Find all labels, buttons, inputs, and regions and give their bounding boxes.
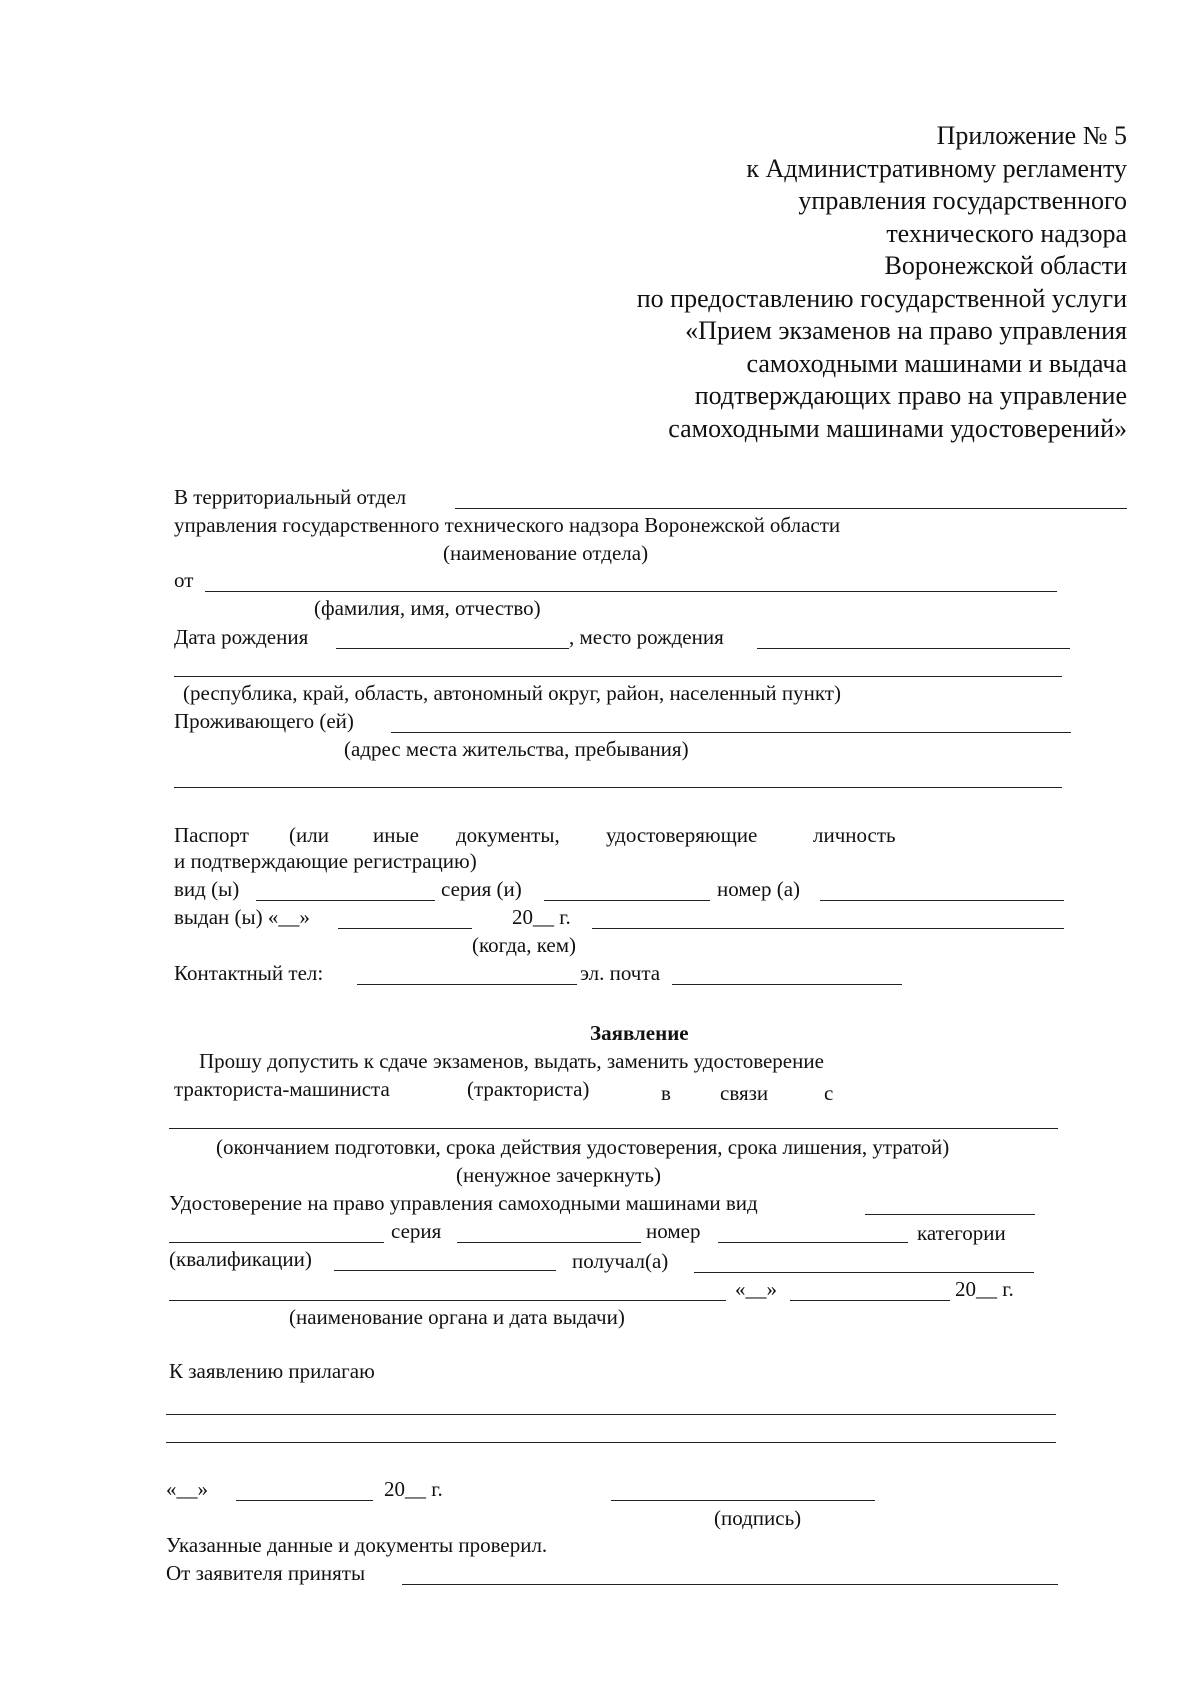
strike-caption: (ненужное зачеркнуть) bbox=[456, 1163, 661, 1187]
footer-month-field[interactable] bbox=[236, 1500, 373, 1501]
header-line: самоходными машинами удостоверений» bbox=[668, 413, 1127, 443]
passport-word: (или bbox=[289, 823, 329, 847]
birth-place-label: , место рождения bbox=[569, 625, 724, 649]
license-series-label: серия bbox=[391, 1219, 442, 1243]
accepted-label: От заявителя приняты bbox=[166, 1561, 366, 1585]
passport-word: личность bbox=[813, 823, 896, 847]
accepted-field[interactable] bbox=[402, 1584, 1058, 1585]
statement-word: в bbox=[661, 1081, 671, 1105]
appendix-header bbox=[637, 120, 1127, 445]
statement-word: с bbox=[824, 1081, 834, 1105]
statement-word: тракториста-машиниста bbox=[174, 1077, 390, 1101]
received-label: получал(а) bbox=[572, 1249, 669, 1273]
header-line: управления государственного bbox=[798, 186, 1127, 215]
email-field[interactable] bbox=[672, 984, 902, 985]
signature-field[interactable] bbox=[611, 1500, 875, 1501]
attachments-field-2[interactable] bbox=[166, 1442, 1056, 1443]
email-label: эл. почта bbox=[580, 961, 661, 985]
issued-label: выдан (ы) «__» bbox=[174, 905, 310, 929]
passport-word: иные bbox=[373, 823, 419, 847]
header-line: Воронежской области bbox=[884, 251, 1127, 280]
fio-caption: (фамилия, имя, отчество) bbox=[314, 596, 541, 620]
issuer-caption: (наименование органа и дата выдачи) bbox=[289, 1305, 625, 1329]
issuer-field[interactable] bbox=[169, 1300, 726, 1301]
reason-caption: (окончанием подготовки, срока действия удостоверения, срока лишения, утратой) bbox=[216, 1135, 950, 1159]
birth-place-field-line2[interactable] bbox=[174, 676, 1062, 677]
fio-field[interactable] bbox=[205, 591, 1057, 592]
when-by-caption: (когда, кем) bbox=[472, 933, 576, 957]
category-label: категории bbox=[917, 1221, 1006, 1245]
address-field[interactable] bbox=[391, 732, 1071, 733]
doc-kind-field[interactable] bbox=[256, 900, 435, 901]
license-label: Удостоверение на право управления самоходными машинами вид bbox=[169, 1191, 758, 1215]
passport-word: Паспорт bbox=[174, 823, 249, 847]
license-number-field[interactable] bbox=[718, 1242, 908, 1243]
phone-label: Контактный тел: bbox=[174, 961, 324, 985]
passport-word: удостоверяющие bbox=[606, 823, 758, 847]
checked-text: Указанные данные и документы проверил. bbox=[166, 1533, 548, 1557]
header-line: к Административному регламенту bbox=[746, 153, 1127, 183]
license-date-quote: «__» bbox=[735, 1277, 777, 1301]
statement-word: связи bbox=[720, 1081, 769, 1105]
license-kind-field[interactable] bbox=[865, 1214, 1035, 1215]
doc-series-field[interactable] bbox=[544, 900, 710, 901]
passport-word: документы, bbox=[456, 823, 560, 847]
birth-date-label: Дата рождения bbox=[174, 625, 309, 649]
footer-date-quote: «__» bbox=[166, 1477, 208, 1501]
statement-title: Заявление bbox=[590, 1021, 689, 1045]
birth-date-field[interactable] bbox=[336, 648, 569, 649]
dept-line2: управления государственного технического надзора Воронежской области bbox=[174, 513, 841, 537]
issued-month-field[interactable] bbox=[338, 928, 472, 929]
phone-field[interactable] bbox=[357, 984, 577, 985]
to-dept-label: В территориальный отдел bbox=[174, 485, 407, 509]
statement-line1: Прошу допустить к сдаче экзаменов, выдать, заменить удостоверение bbox=[199, 1049, 824, 1073]
number-label: номер (а) bbox=[717, 877, 801, 901]
received-field[interactable] bbox=[694, 1272, 1034, 1273]
header-line: «Прием экзаменов на право управления bbox=[685, 316, 1127, 345]
passport-line2: и подтверждающие регистрацию) bbox=[174, 849, 477, 873]
dept-name-field[interactable] bbox=[455, 508, 1127, 509]
birth-place-field[interactable] bbox=[757, 648, 1070, 649]
qualification-field[interactable] bbox=[334, 1270, 556, 1271]
reason-field[interactable] bbox=[169, 1128, 1058, 1129]
region-caption: (республика, край, область, автономный округ, район, населенный пункт) bbox=[183, 681, 841, 705]
header-line: технического надзора bbox=[886, 218, 1127, 248]
footer-year-label: 20__ г. bbox=[384, 1477, 443, 1501]
residing-label: Проживающего (ей) bbox=[174, 709, 354, 733]
header-line: Приложение № 5 bbox=[936, 121, 1127, 150]
statement-word: (тракториста) bbox=[467, 1077, 590, 1101]
signature-caption: (подпись) bbox=[714, 1506, 802, 1530]
license-series-field[interactable] bbox=[457, 1242, 641, 1243]
issued-year-label: 20__ г. bbox=[512, 905, 571, 929]
header-line: самоходными машинами и выдача bbox=[746, 348, 1127, 378]
doc-number-field[interactable] bbox=[820, 900, 1064, 901]
license-year-label: 20__ г. bbox=[955, 1277, 1014, 1301]
license-kind-field-line2[interactable] bbox=[169, 1242, 384, 1243]
attachments-label: К заявлению прилагаю bbox=[169, 1359, 375, 1383]
header-line: по предоставлению государственной услуги bbox=[636, 283, 1127, 313]
issued-by-field[interactable] bbox=[592, 928, 1064, 929]
dept-caption: (наименование отдела) bbox=[443, 541, 649, 565]
header-line: подтверждающих право на управление bbox=[694, 381, 1127, 410]
address-field-line2[interactable] bbox=[174, 787, 1062, 788]
series-label: серия (и) bbox=[441, 877, 522, 901]
license-month-field[interactable] bbox=[790, 1300, 950, 1301]
qualification-label: (квалификации) bbox=[169, 1247, 312, 1271]
address-caption: (адрес места жительства, пребывания) bbox=[344, 737, 689, 761]
kind-label: вид (ы) bbox=[174, 877, 240, 901]
from-label: от bbox=[174, 568, 194, 592]
attachments-field-1[interactable] bbox=[166, 1414, 1056, 1415]
license-number-label: номер bbox=[646, 1219, 701, 1243]
